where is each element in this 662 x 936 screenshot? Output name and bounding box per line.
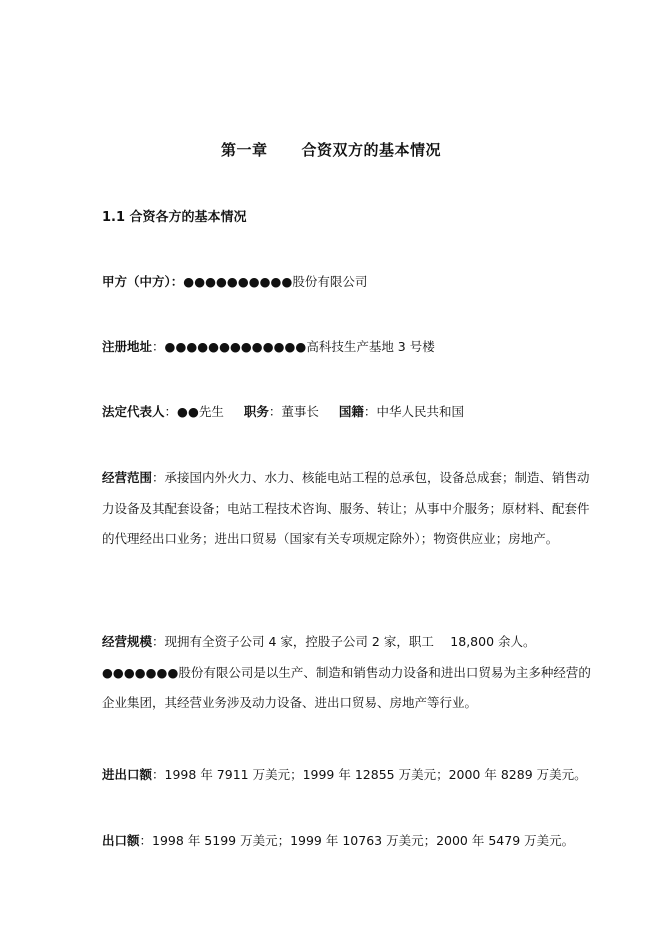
business-scope-colon: ： — [152, 470, 165, 485]
business-scale-paragraph — [102, 627, 592, 719]
export-label: 出口额 — [102, 833, 140, 848]
position-label: 职务 — [243, 404, 269, 419]
position-colon: ： — [268, 404, 282, 419]
chapter-name: 合资双方的基本情况 — [301, 141, 442, 159]
import-export-colon: ： — [152, 767, 165, 782]
address-colon: ： — [152, 339, 165, 354]
address-label: 注册地址 — [102, 339, 153, 354]
chapter-title — [0, 139, 662, 160]
business-scope-text: 承接国内外火力、水力、核能电站工程的总承包，设备总成套；制造、销售动力设备及其配套设备；电站工程技术咨询、服务、转让；从事中介服务；原材料、配套件的代理经出口业务；进出口贸易（国家有关专项规定除外）；物资供应业；房地产。 — [102, 470, 590, 546]
party-a-line — [102, 267, 592, 298]
position-value: 董事长 — [281, 404, 319, 419]
representative-colon: ： — [164, 404, 178, 419]
business-scope-paragraph — [102, 463, 592, 555]
chapter-number: 第一章 — [220, 141, 268, 159]
representative-line — [102, 397, 592, 428]
nationality-value: 中华人民共和国 — [376, 404, 464, 419]
business-scale-text: 现拥有全资子公司 4 家，控股子公司 2 家，职工 18,800 余人。●●●●●●●股份有限公司是以生产、制造和销售动力设备和进出口贸易为主多种经营的企业集团，其经营业务涉及动力设备、进出口贸易、房地产等行业。 — [102, 634, 591, 710]
representative-name: ●●先生 — [177, 404, 224, 419]
party-a-label: 甲方（中方） — [102, 274, 171, 289]
export-line — [102, 826, 592, 857]
party-a-value: ●●●●●●●●●●股份有限公司 — [183, 274, 368, 289]
business-scope-label: 经营范围 — [102, 470, 153, 485]
nationality-colon: ： — [363, 404, 377, 419]
nationality-label: 国籍 — [338, 404, 364, 419]
business-scale-label: 经营规模 — [102, 634, 153, 649]
address-value: ●●●●●●●●●●●●●高科技生产基地 3 号楼 — [164, 339, 435, 354]
party-a-colon: ： — [170, 274, 184, 289]
business-scale-colon: ： — [152, 634, 165, 649]
import-export-label: 进出口额 — [102, 767, 153, 782]
export-text: 1998 年 5199 万美元；1999 年 10763 万美元；2000 年 5479 万美元。 — [152, 833, 575, 848]
import-export-text: 1998 年 7911 万美元；1999 年 12855 万美元；2000 年 8289 万美元。 — [164, 767, 587, 782]
export-colon: ： — [139, 833, 153, 848]
section-heading: 1.1 合资各方的基本情况 — [102, 210, 247, 225]
import-export-line — [102, 760, 592, 791]
address-line — [102, 332, 592, 363]
representative-label: 法定代表人 — [102, 404, 165, 419]
